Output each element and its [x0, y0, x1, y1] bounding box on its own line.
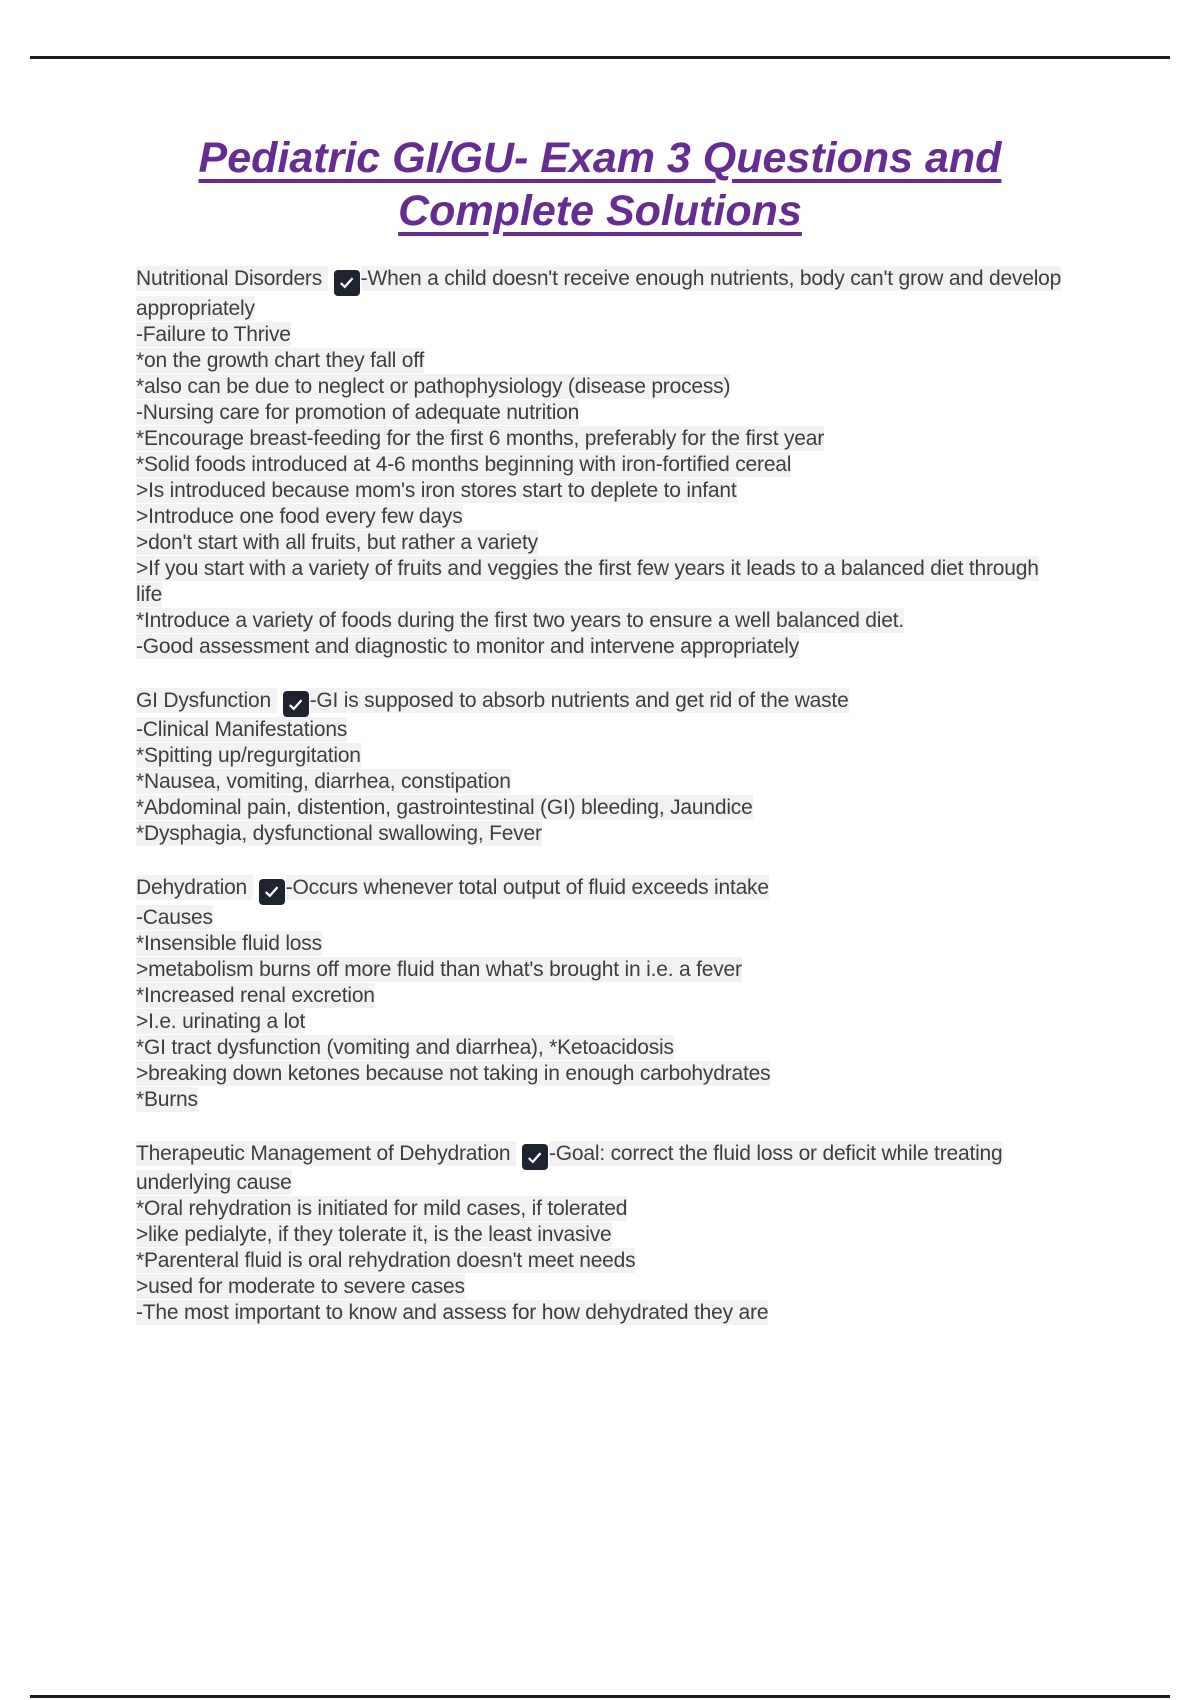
answer-line-text: *Dysphagia, dysfunctional swallowing, Fever	[136, 822, 542, 845]
answer-line-text: -Causes	[136, 905, 213, 929]
answer-line-text: *Oral rehydration is initiated for mild cases, if tolerated	[136, 1197, 628, 1220]
answer-line-text: >used for moderate to severe cases	[136, 1275, 465, 1298]
question-term: GI Dysfunction	[136, 688, 277, 712]
answer-line-text: *Burns	[136, 1087, 198, 1111]
page-title	[100, 132, 1100, 238]
section-first-line	[136, 875, 1068, 905]
document-content	[136, 266, 1068, 1354]
checkbox-checkmark-icon	[259, 879, 285, 905]
answer-line	[136, 1035, 1068, 1061]
answer-line	[136, 504, 1068, 530]
answer-line	[136, 743, 1068, 769]
checkbox-checkmark-icon	[334, 270, 360, 296]
answer-line-text: *Abdominal pain, distention, gastrointestinal (GI) bleeding, Jaundice	[136, 796, 753, 819]
answer-lines	[136, 1196, 1068, 1326]
page-title-line-1: Pediatric GI/GU- Exam 3 Questions and	[198, 134, 1002, 182]
answer-lines	[136, 905, 1068, 1113]
qa-section	[136, 1141, 1068, 1327]
section-first-line	[136, 1141, 1068, 1197]
answer-line-text: >metabolism burns off more fluid than what's brought in i.e. a fever	[136, 957, 742, 981]
answer-line-text: -Good assessment and diagnostic to monitor and intervene appropriately	[136, 634, 800, 658]
answer-text: -Goal: correct the fluid loss or deficit while treating underlying cause	[136, 1141, 1003, 1194]
answer-line	[136, 769, 1068, 795]
answer-line-text: >Introduce one food every few days	[136, 504, 463, 528]
answer-line-text: >If you start with a variety of fruits and veggies the first few years it leads to a balanced diet through life	[136, 556, 1039, 606]
answer-lines	[136, 717, 1068, 847]
answer-text: -Occurs whenever total output of fluid exceeds intake	[285, 876, 769, 899]
answer-line	[136, 400, 1068, 426]
answer-line	[136, 530, 1068, 556]
answer-line-text: *on the growth chart they fall off	[136, 348, 425, 372]
answer-line	[136, 957, 1068, 983]
answer-line	[136, 1248, 1068, 1274]
qa-section	[136, 266, 1068, 660]
answer-line	[136, 1300, 1068, 1326]
answer-line-text: >like pedialyte, if they tolerate it, is the least invasive	[136, 1223, 612, 1246]
answer-line-text: *GI tract dysfunction (vomiting and diarrhea), *Ketoacidosis	[136, 1035, 674, 1059]
answer-line	[136, 821, 1068, 847]
answer-line	[136, 1087, 1068, 1113]
answer-line	[136, 608, 1068, 634]
answer-line-text: >I.e. urinating a lot	[136, 1009, 306, 1033]
answer-line	[136, 374, 1068, 400]
answer-line-text: *Introduce a variety of foods during the first two years to ensure a well balanced diet.	[136, 608, 905, 632]
section-first-line	[136, 688, 1068, 718]
answer-line-text: *Encourage breast-feeding for the first 6 months, preferably for the first year	[136, 426, 825, 450]
answer-line	[136, 1009, 1068, 1035]
question-term: Therapeutic Management of Dehydration	[136, 1141, 516, 1165]
answer-line-text: >don't start with all fruits, but rather a variety	[136, 530, 538, 554]
answer-line	[136, 348, 1068, 374]
answer-line-text: *Spitting up/regurgitation	[136, 744, 361, 767]
answer-line	[136, 452, 1068, 478]
answer-text: -When a child doesn't receive enough nutrients, body can't grow and develop appropriately	[136, 267, 1062, 320]
question-term: Dehydration	[136, 876, 253, 899]
answer-line	[136, 556, 1068, 608]
answer-line-text: -Nursing care for promotion of adequate nutrition	[136, 400, 580, 424]
answer-line-text: *Nausea, vomiting, diarrhea, constipation	[136, 770, 511, 793]
answer-line-text: >Is introduced because mom's iron stores start to deplete to infant	[136, 478, 737, 502]
qa-section	[136, 875, 1068, 1113]
answer-lines	[136, 322, 1068, 660]
checkbox-checkmark-icon	[522, 1144, 548, 1170]
qa-section	[136, 688, 1068, 848]
answer-line	[136, 983, 1068, 1009]
answer-line	[136, 1274, 1068, 1300]
question-term: Nutritional Disorders	[136, 267, 328, 290]
answer-line	[136, 1196, 1068, 1222]
bottom-border-line	[30, 1695, 1170, 1698]
page-title-line-2: Complete Solutions	[398, 187, 802, 235]
checkbox-checkmark-icon	[283, 691, 309, 717]
answer-line	[136, 717, 1068, 743]
answer-line	[136, 634, 1068, 660]
answer-line	[136, 478, 1068, 504]
top-border-line	[30, 56, 1170, 59]
answer-line-text: >breaking down ketones because not taking in enough carbohydrates	[136, 1061, 771, 1085]
answer-line	[136, 322, 1068, 348]
answer-line-text: -Clinical Manifestations	[136, 718, 348, 741]
answer-line	[136, 905, 1068, 931]
answer-line-text: *Insensible fluid loss	[136, 931, 322, 955]
answer-line-text: -The most important to know and assess for how dehydrated they are	[136, 1301, 769, 1324]
answer-line	[136, 426, 1068, 452]
answer-line	[136, 795, 1068, 821]
answer-line-text: *also can be due to neglect or pathophysiology (disease process)	[136, 374, 731, 398]
section-first-line	[136, 266, 1068, 322]
answer-line-text: *Parenteral fluid is oral rehydration doesn't meet needs	[136, 1249, 636, 1272]
answer-line-text: *Increased renal excretion	[136, 983, 375, 1007]
answer-line	[136, 1061, 1068, 1087]
answer-line-text: *Solid foods introduced at 4-6 months beginning with iron-fortified cereal	[136, 452, 792, 476]
answer-text: -GI is supposed to absorb nutrients and get rid of the waste	[309, 688, 849, 712]
answer-line	[136, 931, 1068, 957]
answer-line	[136, 1222, 1068, 1248]
answer-line-text: -Failure to Thrive	[136, 322, 291, 346]
